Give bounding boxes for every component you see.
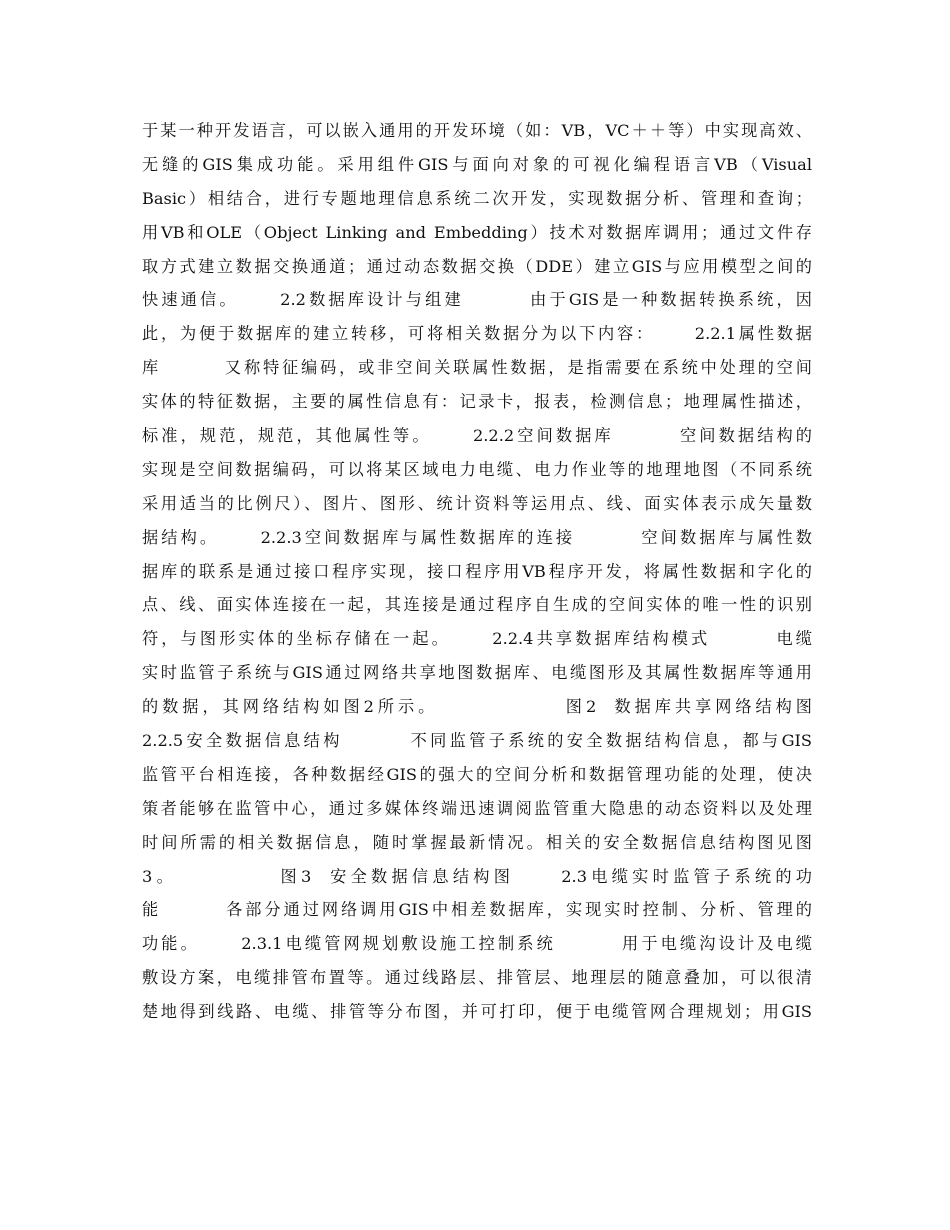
text-line: 楚地得到线路、电缆、排管等分布图，并可打印，便于电缆管网合理规划；用GIS xyxy=(142,1002,812,1022)
text-line: 能 各部分通过网络调用GIS中相差数据库，实现实时控制、分析、管理的 xyxy=(142,900,812,920)
body-text xyxy=(142,114,812,1029)
text-line: 功能。 2.3.1电缆管网规划敷设施工控制系统 用于电缆沟设计及电缆 xyxy=(142,934,812,954)
text-line: 2.2.5安全数据信息结构 不同监管子系统的安全数据结构信息，都与GIS xyxy=(142,731,812,751)
text-line: 据结构。 2.2.3空间数据库与属性数据库的连接 空间数据库与属性数 xyxy=(142,527,812,547)
text-line: 的数据，其网络结构如图2所示。 图2 数据库共享网络结构图 xyxy=(142,697,812,717)
text-line: 实现是空间数据编码，可以将某区域电力电缆、电力作业等的地理地图（不同系统 xyxy=(142,459,812,479)
text-line: 点、线、面实体连接在一起，其连接是通过程序自生成的空间实体的唯一性的识别 xyxy=(142,595,812,615)
text-line: 据库的联系是通过接口程序实现，接口程序用VB程序开发，将属性数据和字化的 xyxy=(142,561,812,581)
text-line: 实时监管子系统与GIS通过网络共享地图数据库、电缆图形及其属性数据库等通用 xyxy=(142,663,812,683)
text-line: 快速通信。 2.2数据库设计与组建 由于GIS是一种数据转换系统，因 xyxy=(142,290,812,310)
text-line: 取方式建立数据交换通道；通过动态数据交换（DDE）建立GIS与应用模型之间的 xyxy=(142,256,812,276)
text-line: 实体的特征数据，主要的属性信息有：记录卡，报表，检测信息；地理属性描述， xyxy=(142,392,812,412)
text-line: 于某一种开发语言，可以嵌入通用的开发环境（如：VB，VC＋＋等）中实现高效、 xyxy=(142,121,812,140)
text-line: 3。 图3 安全数据信息结构图 2.3电缆实时监管子系统的功 xyxy=(142,866,812,886)
text-line: Basic）相结合，进行专题地理信息系统二次开发，实现数据分析、管理和查询； xyxy=(142,188,812,208)
text-line: 采用适当的比例尺）、图片、图形、统计资料等运用点、线、面实体表示成矢量数 xyxy=(142,493,812,513)
text-line: 库 又称特征编码，或非空间关联属性数据，是指需要在系统中处理的空间 xyxy=(142,358,812,378)
text-line: 监管平台相连接，各种数据经GIS的强大的空间分析和数据管理功能的处理，使决 xyxy=(142,764,812,784)
text-line: 无缝的GIS集成功能。采用组件GIS与面向对象的可视化编程语言VB（Visual xyxy=(142,154,812,174)
text-line: 时间所需的相关数据信息，随时掌握最新情况。相关的安全数据信息结构图见图 xyxy=(142,832,812,852)
text-line: 用VB和OLE（Object Linking and Embedding）技术对数据库调用；通过文件存 xyxy=(142,222,812,242)
text-line: 符，与图形实体的坐标存储在一起。 2.2.4共享数据库结构模式 电缆 xyxy=(142,629,812,649)
text-line: 策者能够在监管中心，通过多媒体终端迅速调阅监管重大隐患的动态资料以及处理 xyxy=(142,798,812,818)
text-line: 标准，规范，规范，其他属性等。 2.2.2空间数据库 空间数据结构的 xyxy=(142,426,812,446)
text-line: 此，为便于数据库的建立转移，可将相关数据分为以下内容： 2.2.1属性数据 xyxy=(142,324,812,344)
text-line: 敷设方案，电缆排管布置等。通过线路层、排管层、地理层的随意叠加，可以很清 xyxy=(142,968,812,988)
